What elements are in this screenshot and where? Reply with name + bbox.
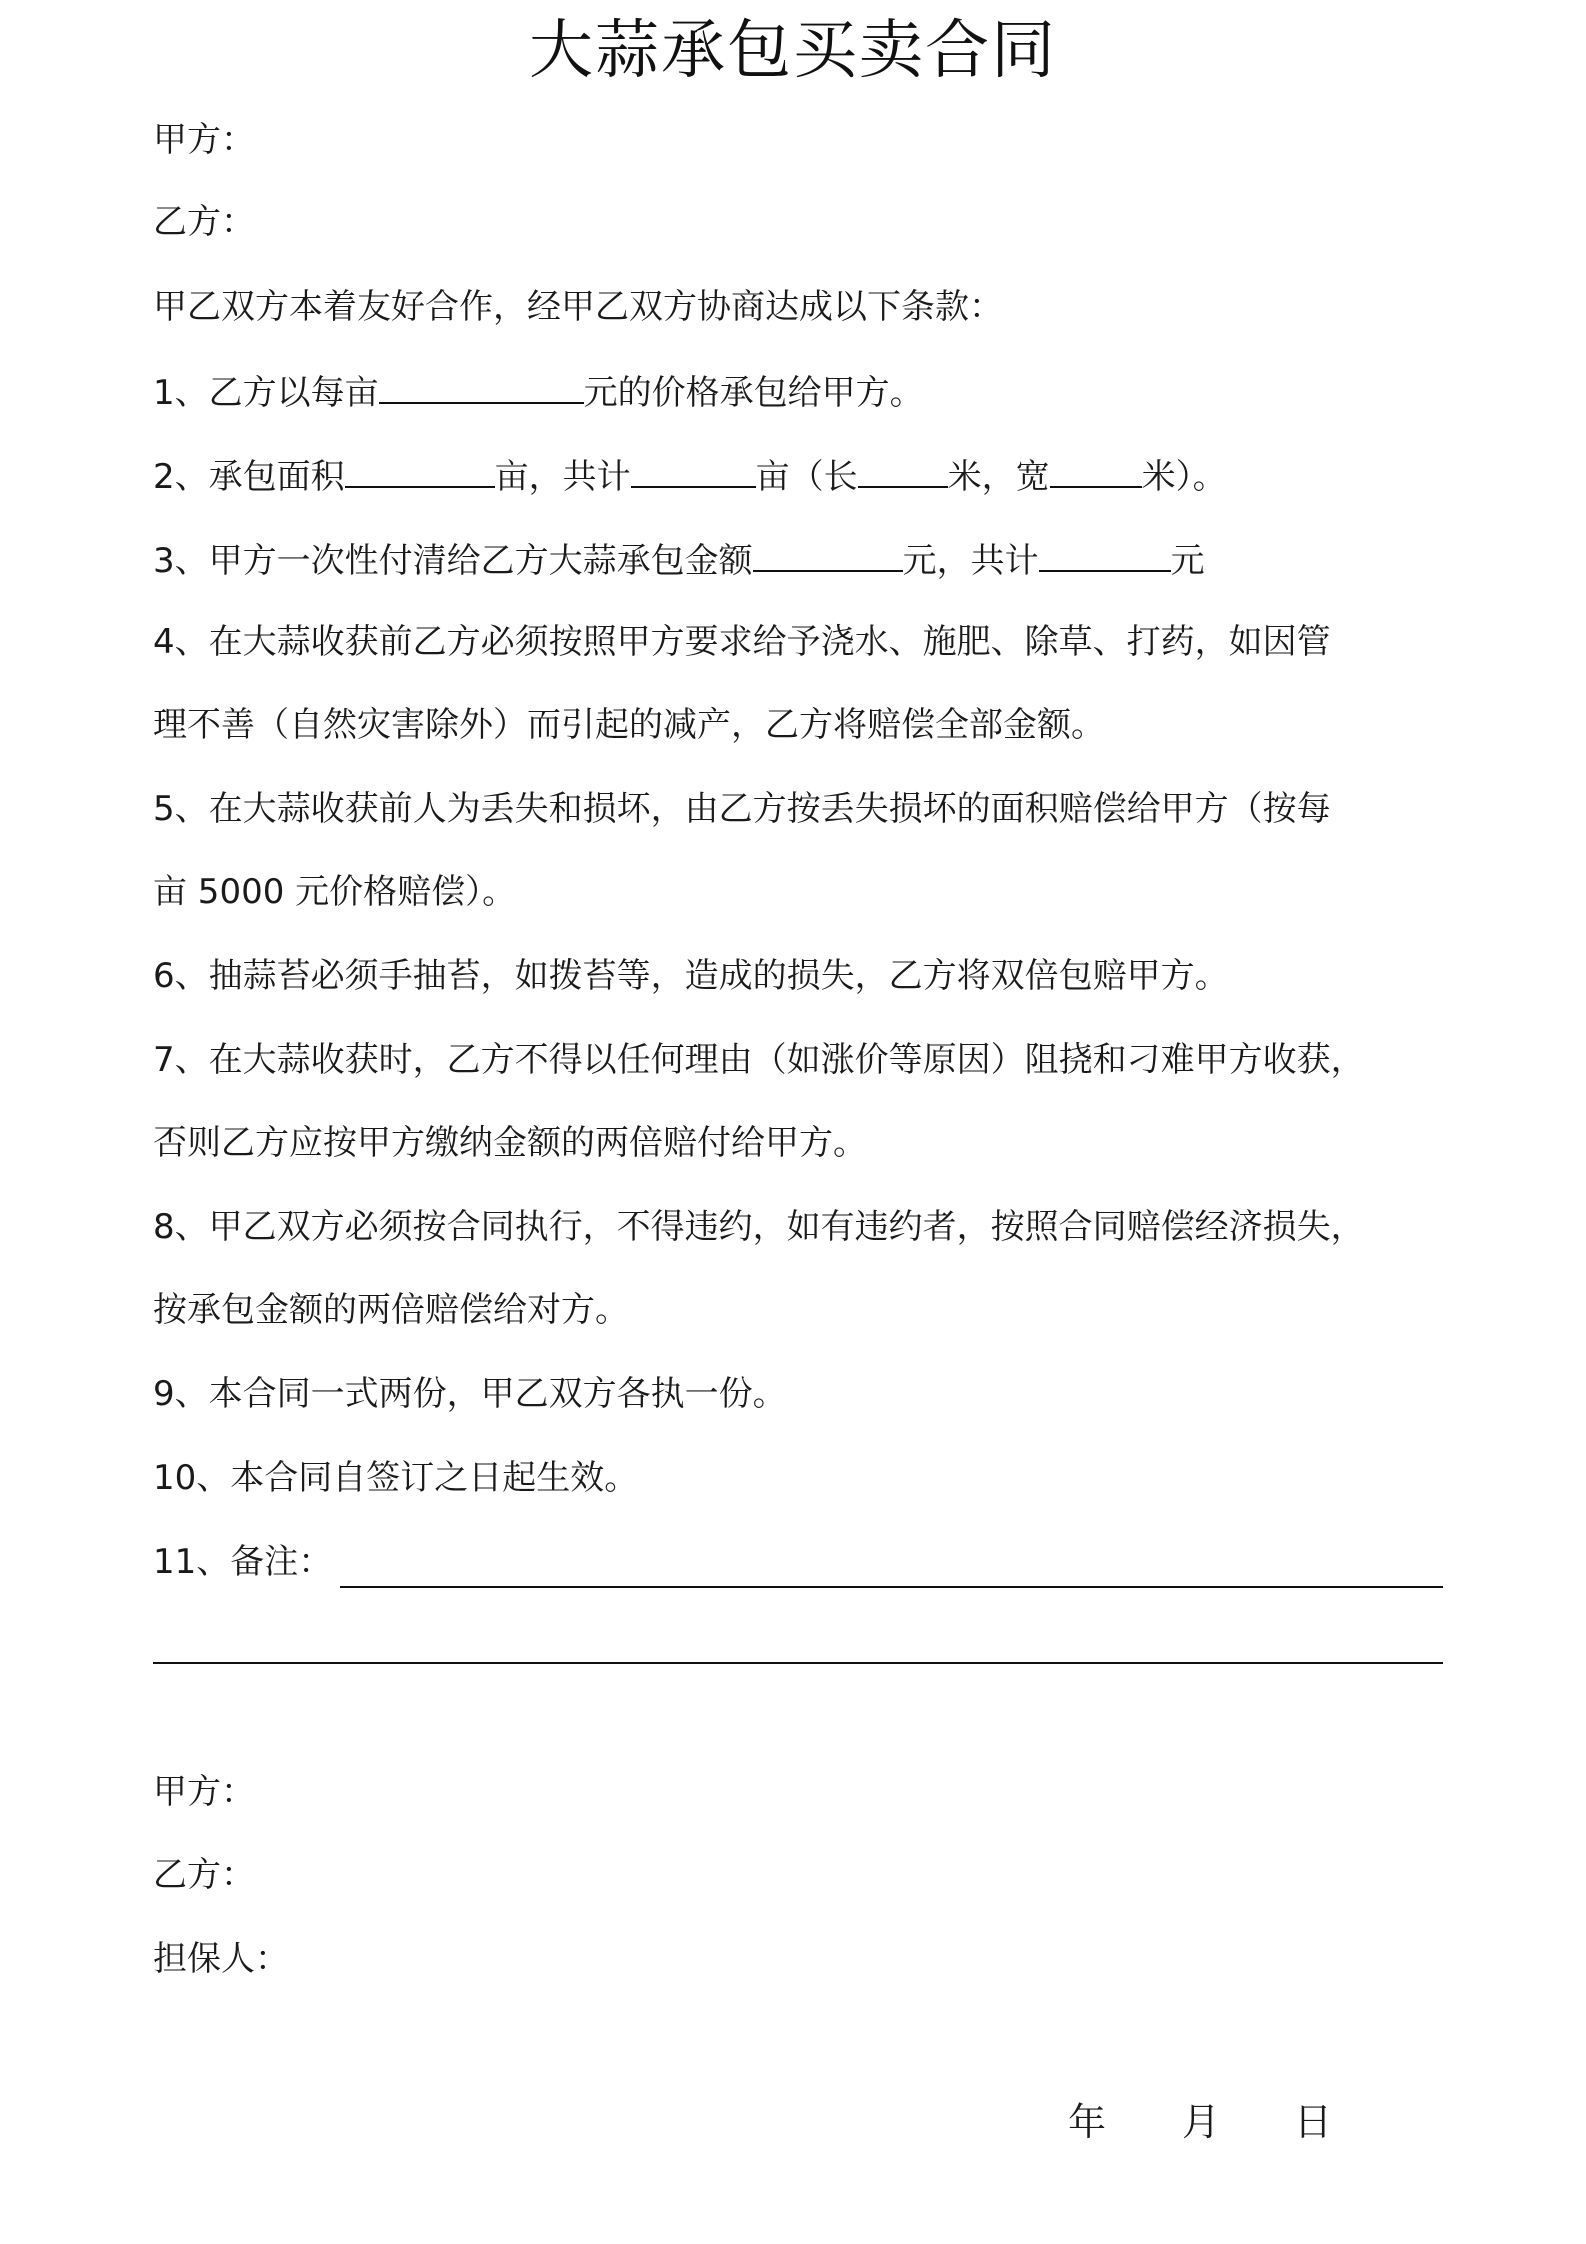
clause-3-text-b: 元，共计: [902, 541, 1039, 581]
date-month: 月: [1182, 2100, 1221, 2144]
clause-4-line-1: 4、在大蒜收获前乙方必须按照甲方要求给予浇水、施肥、除草、打药，如因管: [153, 622, 1331, 662]
total-mu-blank[interactable]: [631, 452, 756, 488]
clause-4-line-2: 理不善（自然灾害除外）而引起的减产，乙方将赔偿全部金额。: [153, 705, 1105, 745]
remarks-line-1[interactable]: [340, 1586, 1443, 1588]
clause-6: 6、抽蒜苔必须手抽苔，如拨苔等，造成的损失，乙方将双倍包赔甲方。: [153, 956, 1229, 996]
clause-2-text-c: 亩（长: [755, 457, 858, 497]
clause-3-text-a: 3、甲方一次性付清给乙方大蒜承包金额: [153, 541, 753, 581]
clause-1-text-b: 元的价格承包给甲方。: [583, 373, 924, 413]
clause-2-text-b: 亩，共计: [494, 457, 631, 497]
clause-8-line-1: 8、甲乙双方必须按合同执行，不得违约，如有违约者，按照合同赔偿经济损失，: [153, 1207, 1365, 1247]
clause-5-line-1: 5、在大蒜收获前人为丢失和损坏，由乙方按丢失损坏的面积赔偿给甲方（按每: [153, 789, 1331, 829]
area-blank[interactable]: [345, 452, 495, 488]
total-amount-blank[interactable]: [1039, 536, 1171, 572]
clause-2: [153, 452, 1227, 499]
intro-text: 甲乙双方本着友好合作，经甲乙双方协商达成以下条款：: [153, 287, 1003, 327]
width-blank[interactable]: [1050, 452, 1142, 488]
length-blank[interactable]: [858, 452, 948, 488]
remarks-line-2[interactable]: [153, 1662, 1443, 1664]
clause-1: [153, 368, 924, 415]
party-b-label: 乙方：: [153, 202, 255, 242]
date-year: 年: [1068, 2100, 1107, 2144]
clause-8-line-2: 按承包金额的两倍赔偿给对方。: [153, 1290, 629, 1330]
date-day: 日: [1294, 2100, 1333, 2144]
clause-11: 11、备注：: [153, 1542, 333, 1582]
price-per-mu-blank[interactable]: [379, 368, 584, 404]
signature-party-b: 乙方：: [153, 1855, 255, 1895]
clause-1-text-a: 1、乙方以每亩: [153, 373, 379, 413]
signature-party-a: 甲方：: [153, 1772, 255, 1812]
clause-2-text-e: 米）。: [1141, 457, 1227, 497]
clause-5-line-2: 亩 5000 元价格赔偿）。: [153, 872, 517, 912]
clause-9: 9、本合同一式两份，甲乙双方各执一份。: [153, 1374, 787, 1414]
clause-10: 10、本合同自签订之日起生效。: [153, 1458, 639, 1498]
party-a-label: 甲方：: [153, 120, 255, 160]
clause-2-text-d: 米，宽: [947, 457, 1050, 497]
clause-2-text-a: 2、承包面积: [153, 457, 345, 497]
clause-3-text-c: 元: [1170, 541, 1205, 581]
clause-7-line-1: 7、在大蒜收获时，乙方不得以任何理由（如涨价等原因）阻挠和刁难甲方收获，: [153, 1040, 1365, 1080]
clause-3: [153, 536, 1205, 583]
contract-title: 大蒜承包买卖合同: [529, 14, 1057, 88]
contract-amount-blank[interactable]: [753, 536, 903, 572]
signature-guarantor: 担保人：: [153, 1939, 289, 1979]
clause-7-line-2: 否则乙方应按甲方缴纳金额的两倍赔付给甲方。: [153, 1123, 867, 1163]
